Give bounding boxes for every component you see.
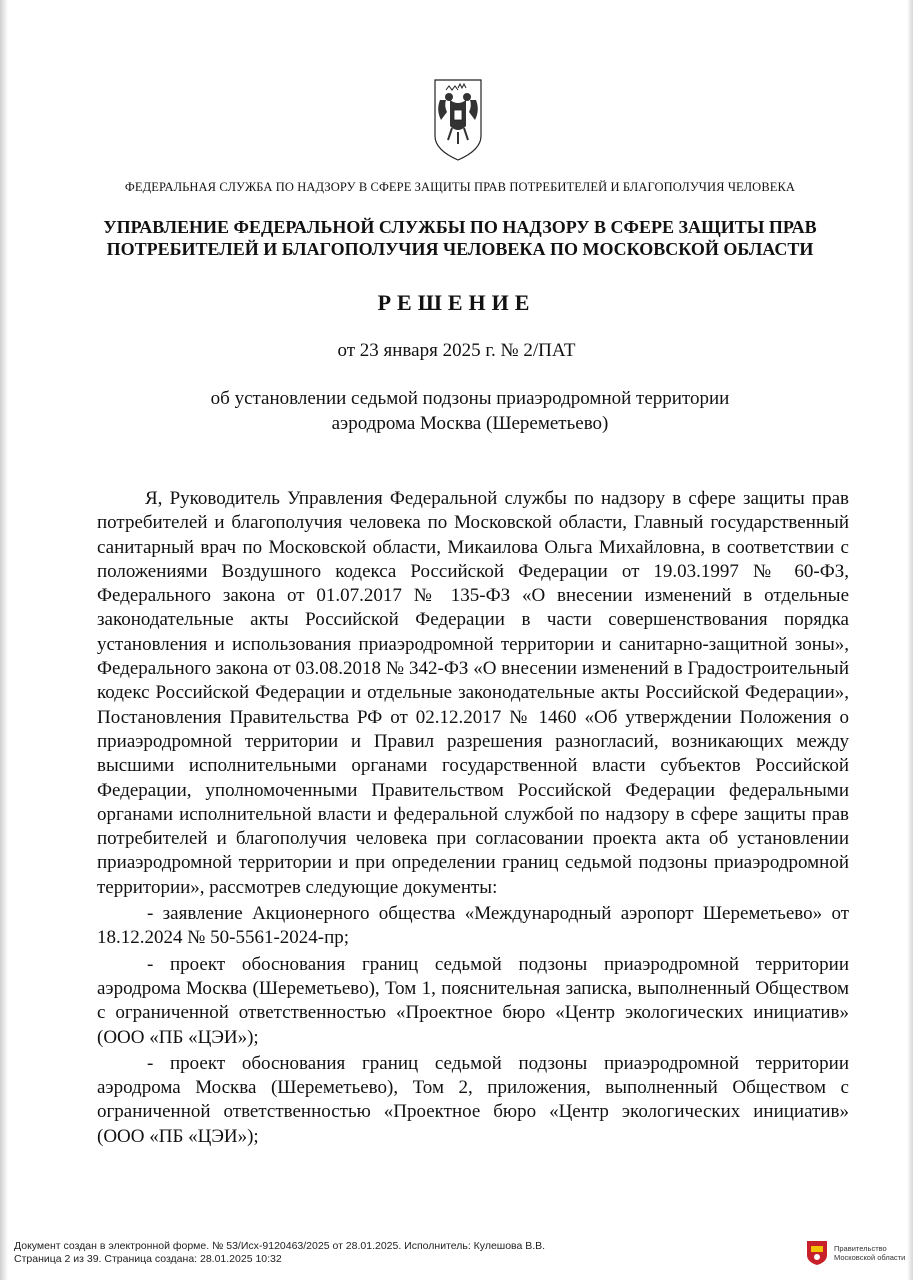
document-list-item: - проект обоснования границ седьмой подзоны приаэродромной территории аэродрома Москва (Шереметьево), Том 1, пояснительная записка, выполненный Обществом с ограниченной ответственностью «Проектное бюро «Центр экологических инициатив» (ООО «ПБ «ЦЭИ»);: [97, 953, 849, 1048]
electronic-document-footer: [14, 1240, 545, 1266]
double-headed-eagle-emblem-icon: [432, 78, 484, 162]
document-body: [97, 487, 849, 1149]
scan-page-edge-left: [0, 0, 8, 1280]
logo-caption-line: Правительство: [834, 1244, 887, 1253]
agency-name: ФЕДЕРАЛЬНАЯ СЛУЖБА ПО НАДЗОРУ В СФЕРЕ ЗАЩИТЫ ПРАВ ПОТРЕБИТЕЛЕЙ И БЛАГОПОЛУЧИЯ ЧЕЛОВЕКА: [124, 180, 796, 194]
document-type-title: РЕШЕНИЕ: [377, 290, 536, 315]
logo-caption-line: Московской области: [834, 1253, 906, 1262]
document-subject-line: об установлении седьмой подзоны приаэродромной территории: [210, 388, 730, 409]
document-date-number: от 23 января 2025 г. № 2/ПАТ: [337, 340, 576, 361]
document-subject: [100, 386, 840, 436]
document-subject-line: аэродрома Москва (Шереметьево): [331, 413, 609, 434]
footer-line: Страница 2 из 39. Страница создана: 28.01.2025 10:32: [14, 1253, 282, 1265]
logo-caption: [834, 1244, 905, 1262]
department-name-line: УПРАВЛЕНИЕ ФЕДЕРАЛЬНОЙ СЛУЖБЫ ПО НАДЗОРУ В СФЕРЕ ЗАЩИТЫ ПРАВ: [103, 217, 817, 237]
document-list-item: - проект обоснования границ седьмой подзоны приаэродромной территории аэродрома Москва (Шереметьево), Том 2, приложения, выполненный Обществом с ограниченной ответственностью «Проектное бюро «Центр экологических инициатив» (ООО «ПБ «ЦЭИ»);: [97, 1052, 849, 1147]
department-name: [70, 216, 850, 260]
government-logo: [806, 1240, 905, 1266]
document-list-item: - заявление Акционерного общества «Международный аэропорт Шереметьево» от 18.12.2024 № 50-5561-2024-пр;: [97, 903, 849, 949]
body-intro-paragraph: Я, Руководитель Управления Федеральной службы по надзору в сфере защиты прав потребителей и благополучия человека по Московской области, Главный государственный санитарный врач по Московской области, Микаилова Ольга Михайловна, в соответствии с положениями Воздушного кодекса Российской Федерации от 19.03.1997 № 60-ФЗ, Федерального закона от 01.07.2017 № 135-ФЗ «О внесении изменений в отдельные законодательные акты Российской Федерации в части совершенствования порядка установления и использования приаэродромной территории и санитарно-защитной зоны», Федерального закона от 03.08.2018 № 342-ФЗ «О внесении изменений в Градостроительный кодекс Российской Федерации и отдельные законодательные акты Российской Федерации», Постановления Правительства РФ от 02.12.2017 № 1460 «Об утверждении Положения о приаэродромной территории и Правил разрешения разногласий, возникающих между высшими исполнительными органами государственной власти субъектов Российской Федерации, уполномоченными Правительством Российской Федерации федеральными органами исполнительной власти и федеральной службой по надзору в сфере защиты прав потребителей и благополучия человека при согласовании проекта акта об установлении приаэродромной территории и при определении границ седьмой подзоны приаэродромной территории», рассмотрев следующие документы:: [97, 488, 849, 898]
footer-line: Документ создан в электронной форме. № 53/Исх-9120463/2025 от 28.01.2025. Исполнитель: Кулешова В.В.: [14, 1240, 546, 1252]
department-name-line: ПОТРЕБИТЕЛЕЙ И БЛАГОПОЛУЧИЯ ЧЕЛОВЕКА ПО МОСКОВСКОЙ ОБЛАСТИ: [106, 239, 814, 259]
scan-page-edge-right: [907, 0, 913, 1280]
moscow-region-coat-of-arms-icon: [806, 1240, 828, 1266]
